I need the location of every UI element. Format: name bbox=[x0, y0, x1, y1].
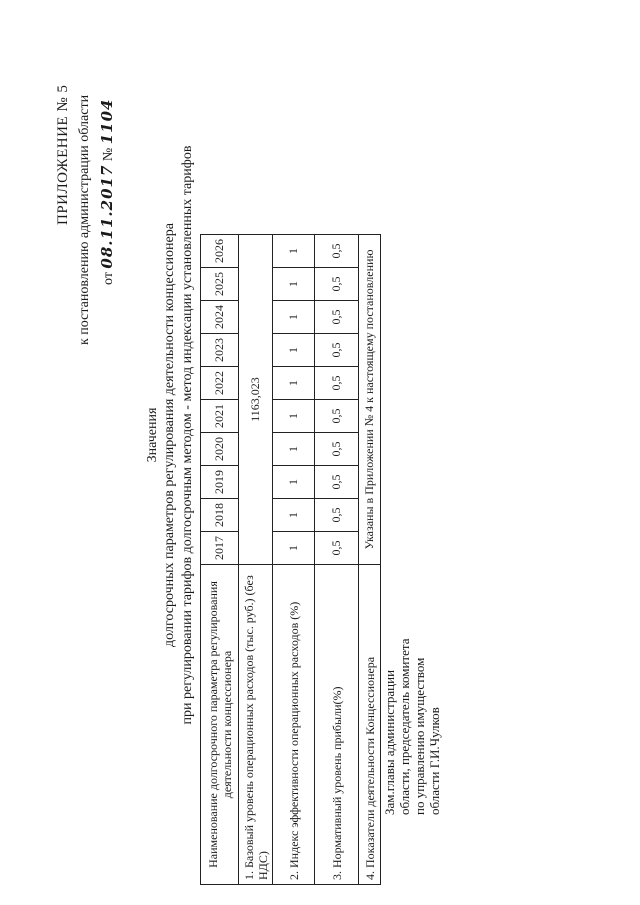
row-label: 1. Базовый уровень операционных расходов (тыс. руб.) (без НДС) bbox=[239, 565, 273, 885]
table-cell: 1 bbox=[273, 400, 315, 433]
table-cell: 0,5 bbox=[315, 268, 359, 301]
parameters-table-wrapper bbox=[200, 234, 381, 885]
table-cell: 1 bbox=[273, 499, 315, 532]
signature-line: по управлению имуществом bbox=[412, 657, 427, 815]
table-cell: 1 bbox=[273, 466, 315, 499]
year-header: 2018 bbox=[201, 499, 239, 532]
handwritten-date: 08.11.2017 bbox=[98, 164, 116, 269]
appendix-subtitle: к постановлению администрации области bbox=[77, 94, 92, 345]
appendix-title: ПРИЛОЖЕНИЕ № 5 bbox=[55, 84, 71, 225]
table-cell: 0,5 bbox=[315, 235, 359, 268]
heading-line-3: при регулировании тарифов долгосрочным методом - метод индексации установленных тарифов bbox=[180, 145, 195, 725]
table-cell: 0,5 bbox=[315, 367, 359, 400]
table-row bbox=[359, 235, 381, 885]
table-cell: 1 bbox=[273, 532, 315, 565]
row-label: 3. Нормативный уровень прибыли(%) bbox=[315, 565, 359, 885]
table-cell: 1 bbox=[273, 433, 315, 466]
table-cell: 0,5 bbox=[315, 532, 359, 565]
table-cell: 0,5 bbox=[315, 499, 359, 532]
year-header: 2020 bbox=[201, 433, 239, 466]
year-header: 2025 bbox=[201, 268, 239, 301]
year-header: 2019 bbox=[201, 466, 239, 499]
table-cell: 0,5 bbox=[315, 400, 359, 433]
table-cell: 0,5 bbox=[315, 433, 359, 466]
year-header: 2021 bbox=[201, 400, 239, 433]
year-header: 2022 bbox=[201, 367, 239, 400]
year-header: 2017 bbox=[201, 532, 239, 565]
year-header: 2024 bbox=[201, 301, 239, 334]
row-label: 4. Показатели деятельности Концессионера bbox=[359, 565, 381, 885]
table-cell: 0,5 bbox=[315, 466, 359, 499]
base-opex-value: 1163,023 bbox=[239, 235, 273, 565]
table-row bbox=[239, 235, 273, 885]
heading-line-2: долгосрочных параметров регулирования деятельности концессионера bbox=[162, 223, 177, 647]
row-label: 2. Индекс эффективности операционных расходов (%) bbox=[273, 565, 315, 885]
number-prefix: № bbox=[101, 147, 116, 162]
table-cell: 0,5 bbox=[315, 301, 359, 334]
table-header-row bbox=[201, 235, 239, 885]
signature-line: области Г.И.Чулков bbox=[427, 707, 442, 815]
date-prefix: от bbox=[101, 272, 116, 285]
table-cell: 1 bbox=[273, 367, 315, 400]
year-header: 2023 bbox=[201, 334, 239, 367]
signature-line: Зам.главы администрации bbox=[382, 669, 397, 815]
handwritten-number: 1104 bbox=[98, 98, 116, 145]
table-cell: 1 bbox=[273, 334, 315, 367]
table-cell: 1 bbox=[273, 301, 315, 334]
param-name-header: Наименование долгосрочного параметра регулирования деятельности концессионера bbox=[201, 565, 239, 885]
table-cell: 0,5 bbox=[315, 334, 359, 367]
table-cell: 1 bbox=[273, 235, 315, 268]
appendix-date-line bbox=[98, 99, 117, 286]
heading-line-1: Значения bbox=[145, 407, 160, 463]
table-row bbox=[315, 235, 359, 885]
signature-line: области, председатель комитета bbox=[397, 638, 412, 815]
performance-indicators-note: Указаны в Приложении № 4 к настоящему постановлению bbox=[359, 235, 381, 565]
parameters-table bbox=[200, 234, 381, 885]
table-row bbox=[273, 235, 315, 885]
table-cell: 1 bbox=[273, 268, 315, 301]
year-header: 2026 bbox=[201, 235, 239, 268]
